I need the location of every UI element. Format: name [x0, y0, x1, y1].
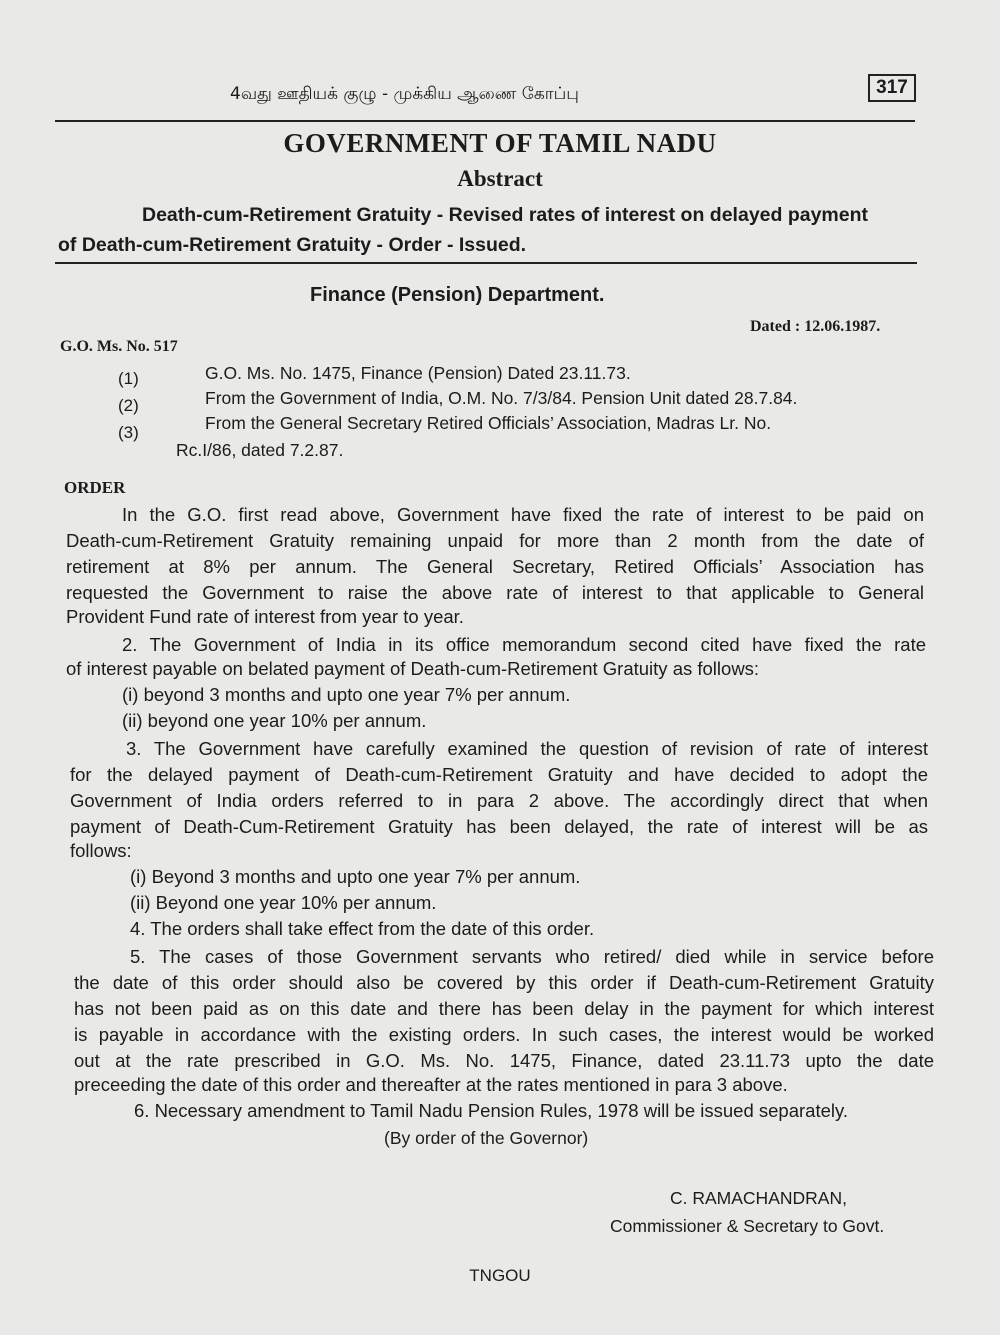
para4-text: 4. The orders shall take effect from the date of this order.: [130, 918, 595, 939]
para2-line: of interest payable on belated payment of Death-cum-Retirement Gratuity as follows:: [66, 658, 760, 679]
para6-text: 6. Necessary amendment to Tamil Nadu Pension Rules, 1978 will be issued separately.: [134, 1100, 848, 1121]
abstract-heading: Abstract: [457, 166, 543, 191]
reference-number: (3): [118, 423, 139, 442]
page-number-box: 317: [868, 74, 916, 102]
reference-text: From the Government of India, O.M. No. 7/3/84. Pension Unit dated 28.7.84.: [205, 388, 798, 408]
para2-item: (ii) beyond one year 10% per annum.: [122, 710, 427, 731]
go-number: G.O. Ms. No. 517: [60, 338, 178, 355]
reference-text: From the General Secretary Retired Officials’ Association, Madras Lr. No.: [205, 413, 772, 433]
department-name: Finance (Pension) Department.: [310, 284, 605, 306]
para1-line: requested the Government to raise the above rate of interest to that applicable to General: [66, 582, 924, 603]
reference-text: G.O. Ms. No. 1475, Finance (Pension) Dated 23.11.73.: [205, 363, 631, 383]
order-date: Dated : 12.06.1987.: [750, 318, 881, 335]
header-rule: [55, 120, 915, 122]
para3-item: (ii) Beyond one year 10% per annum.: [130, 892, 437, 913]
para2-item: (i) beyond 3 months and upto one year 7% per annum.: [122, 684, 571, 705]
para3-line: payment of Death-Cum-Retirement Gratuity has been delayed, the rate of interest will be as: [70, 816, 928, 837]
reference-continuation: Rc.I/86, dated 7.2.87.: [176, 440, 344, 460]
para1-line: Death-cum-Retirement Gratuity remaining unpaid for more than 2 month from the date of: [66, 530, 924, 551]
para1-line: In the G.O. first read above, Government have fixed the rate of interest to be paid on: [122, 504, 924, 525]
reference-number: (2): [118, 396, 139, 415]
para5-line: has not been paid as on this date and there has been delay in the payment for which interest: [74, 998, 934, 1019]
subject-line-1: Death-cum-Retirement Gratuity - Revised rates of interest on delayed payment: [142, 204, 869, 226]
government-title: GOVERNMENT OF TAMIL NADU: [283, 128, 717, 158]
para5-line: out at the rate prescribed in G.O. Ms. No. 1475, Finance, dated 23.11.73 upto the date: [74, 1050, 934, 1071]
signatory-name: C. RAMACHANDRAN,: [670, 1188, 847, 1208]
footer-label: TNGOU: [469, 1266, 531, 1285]
para2-line: 2. The Government of India in its office memorandum second cited have fixed the rate: [122, 634, 926, 655]
para3-line: Government of India orders referred to in para 2 above. The accordingly direct that when: [70, 790, 928, 811]
by-order-line: (By order of the Governor): [384, 1128, 589, 1148]
para5-line: preceeding the date of this order and thereafter at the rates mentioned in para 3 above.: [74, 1074, 788, 1095]
subject-line-2: of Death-cum-Retirement Gratuity - Order - Issued.: [58, 234, 527, 256]
signatory-designation: Commissioner & Secretary to Govt.: [610, 1216, 885, 1236]
para5-line: 5. The cases of those Government servants who retired/ died while in service before: [130, 946, 934, 967]
para3-line: 3. The Government have carefully examined the question of revision of rate of interest: [126, 738, 928, 759]
para1-line: retirement at 8% per annum. The General Secretary, Retired Officials’ Association has: [66, 556, 924, 577]
para1-line: Provident Fund rate of interest from year to year.: [66, 606, 464, 627]
para3-line: for the delayed payment of Death-cum-Retirement Gratuity and have decided to adopt the: [70, 764, 928, 785]
header-title: 4வது ஊதியக் குழு - முக்கிய ஆணை கோப்பு: [230, 84, 579, 104]
para5-line: is payable in accordance with the existing orders. In such cases, the interest would be worked: [74, 1024, 934, 1045]
para5-line: the date of this order should also be covered by this order if Death-cum-Retirement Gratuity: [74, 972, 934, 993]
order-heading: ORDER: [64, 478, 126, 497]
para3-line: follows:: [70, 840, 132, 861]
subject-rule: [55, 262, 917, 264]
reference-number: (1): [118, 369, 139, 388]
para3-item: (i) Beyond 3 months and upto one year 7% per annum.: [130, 866, 581, 887]
